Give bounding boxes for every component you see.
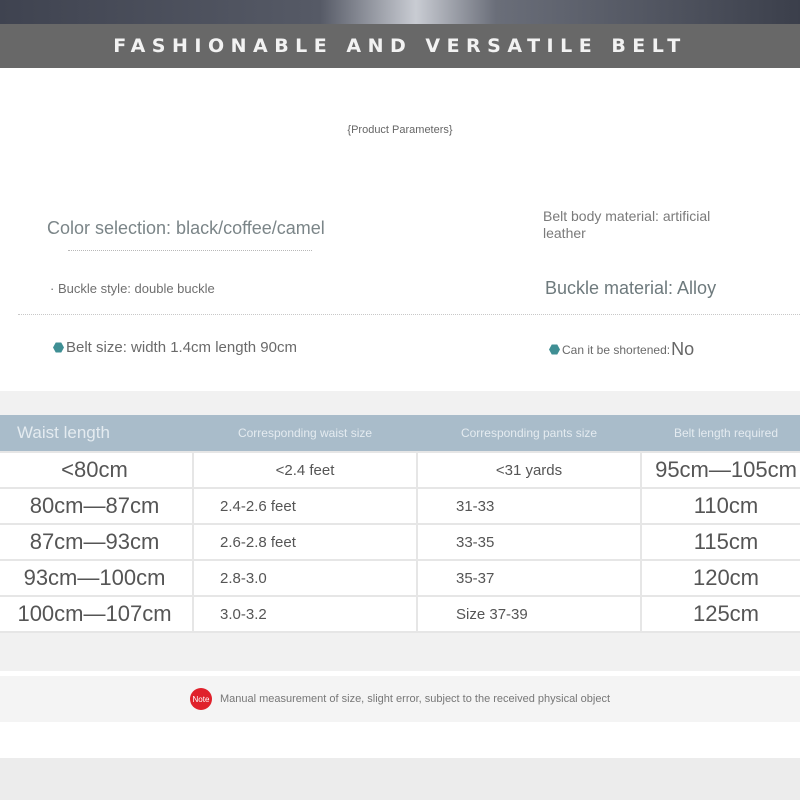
table-row xyxy=(0,596,800,632)
table-cell: 100cm—107cm xyxy=(0,596,193,632)
buckle-style: · Buckle style: double buckle xyxy=(50,281,215,296)
table-cell: 93cm—100cm xyxy=(0,560,193,596)
table-cell: 115cm xyxy=(641,524,800,560)
table-cell: 35-37 xyxy=(417,560,641,596)
note-badge-icon: Note xyxy=(190,688,212,710)
color-selection: Color selection: black/coffee/camel xyxy=(47,218,325,238)
shorten-label: Can it be shortened: xyxy=(562,342,671,357)
table-cell: 125cm xyxy=(641,596,800,632)
title-banner xyxy=(0,24,800,68)
header-pants-size: Corresponding pants size xyxy=(417,415,641,452)
color-underline xyxy=(68,250,312,251)
table-row xyxy=(0,452,800,488)
table-cell: 33-35 xyxy=(417,524,641,560)
table-cell: 2.8-3.0 xyxy=(193,560,417,596)
table-cell: 2.4-2.6 feet xyxy=(193,488,417,524)
table-row xyxy=(0,560,800,596)
size-table xyxy=(0,415,800,633)
table-cell: 110cm xyxy=(641,488,800,524)
hexagon-bullet-icon xyxy=(53,342,64,353)
table-cell: <2.4 feet xyxy=(193,452,417,488)
hexagon-bullet-icon xyxy=(549,344,560,355)
table-cell: <80cm xyxy=(0,452,193,488)
shorten-value: No xyxy=(671,339,695,359)
note-text: Manual measurement of size, slight error, subject to the received physical object xyxy=(219,693,611,705)
header-waist-length: Waist length xyxy=(0,415,193,452)
table-header-row xyxy=(0,415,800,452)
table-cell: 2.6-2.8 feet xyxy=(193,524,417,560)
header-belt-length: Belt length required xyxy=(641,415,800,452)
table-row xyxy=(0,488,800,524)
params-caption: {Product Parameters} xyxy=(347,124,453,136)
shorten-row xyxy=(549,339,694,360)
table-cell: 95cm—105cm xyxy=(641,452,800,488)
note-band xyxy=(0,676,800,722)
bottom-band xyxy=(0,758,800,800)
product-photo-strip xyxy=(0,0,800,24)
table-cell: Size 37-39 xyxy=(417,596,641,632)
buckle-material: Buckle material: Alloy xyxy=(545,278,717,298)
table-cell: 120cm xyxy=(641,560,800,596)
header-waist-size: Corresponding waist size xyxy=(193,415,417,452)
belt-size: Belt size: width 1.4cm length 90cm xyxy=(66,339,297,356)
belt-body-material: Belt body material: artificial leather xyxy=(543,208,711,241)
table-cell: <31 yards xyxy=(417,452,641,488)
table-cell: 3.0-3.2 xyxy=(193,596,417,632)
table-row xyxy=(0,524,800,560)
table-cell: 31-33 xyxy=(417,488,641,524)
table-cell: 80cm—87cm xyxy=(0,488,193,524)
banner-title: FASHIONABLE AND VERSATILE BELT xyxy=(113,35,687,57)
belt-size-row xyxy=(53,339,297,356)
dotted-divider xyxy=(18,314,800,315)
table-cell: 87cm—93cm xyxy=(0,524,193,560)
